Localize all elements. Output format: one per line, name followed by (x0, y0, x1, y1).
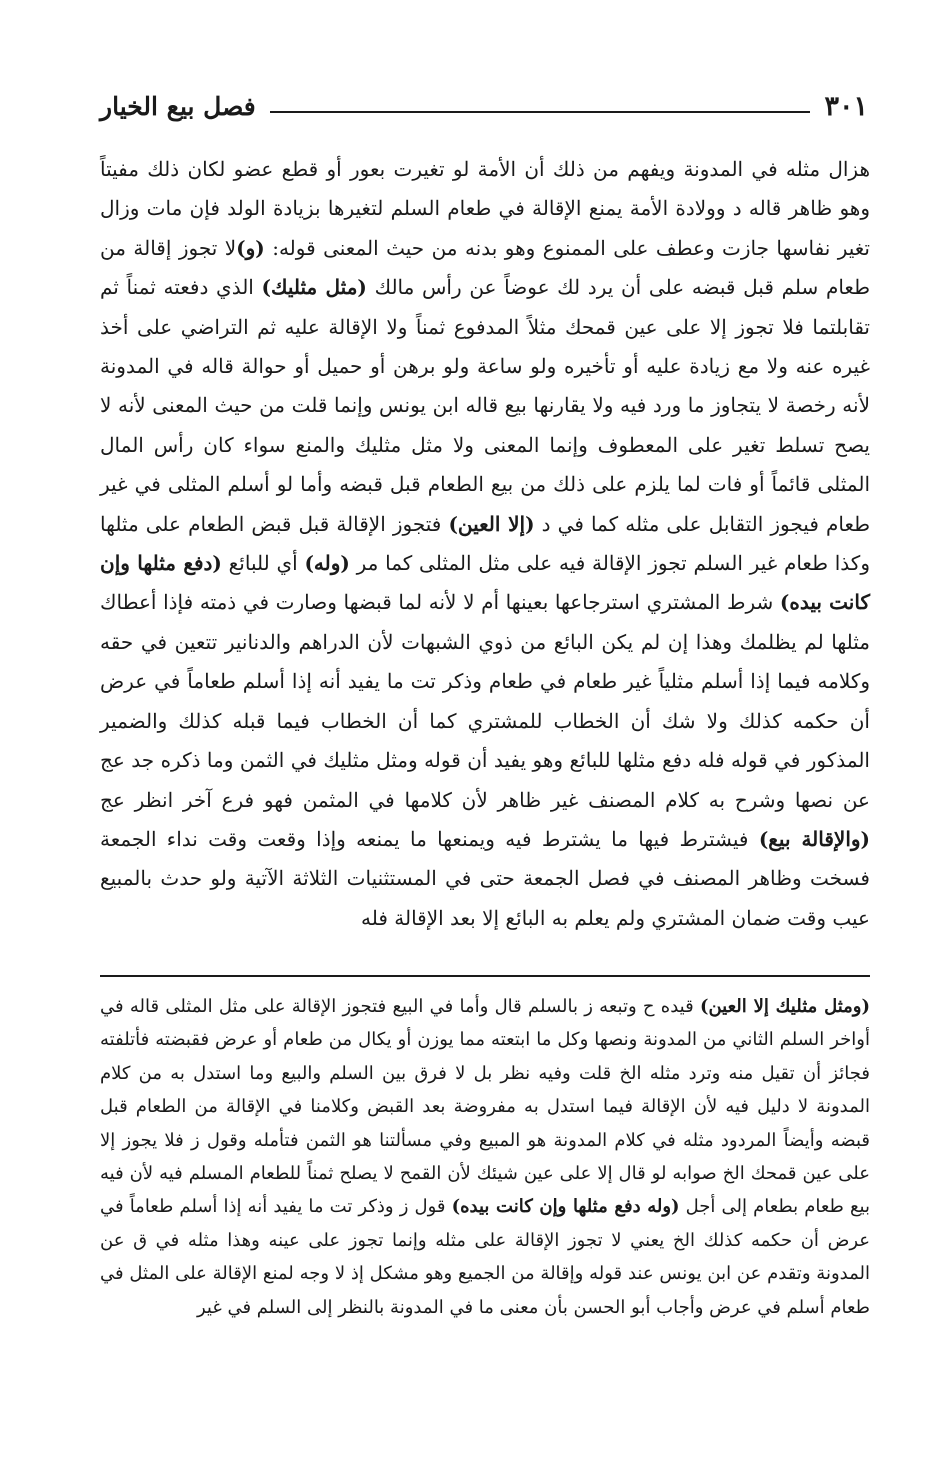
matn-term: (وله دفع مثلها وإن كانت بيده) (451, 1196, 680, 1218)
header-rule (270, 111, 811, 113)
text-run: شرط المشتري استرجاعها بعينها أم لا لأنه لما قبضها وصارت في ذمته فإذا أعطاك مثلها لم يظلمك وهذا إن لم يكن البائع من ذوي الشبهات لأن الدراهم والدنانير تتعين في حقه وكلامه فيما إذا أسلم مثلياً غير طعام في طعام وذكر تت ما يفيد أنه إذا أسلم طعاماً في عرض أن حكمه كذلك ولا شك أن الخطاب للمشتري كما أن الخطاب فيما قبله كذلك والضمير المذكور في قوله فله دفع مثلها للبائع وهو يفيد أن قوله ومثل مثليك في الثمن وما ذكره جد عج عن نصها وشرح به كلام المصنف غير ظاهر لأن كلامها في المثمن فهو فرع آخر انظر عج (100, 590, 870, 812)
matn-term: (مثل مثليك) (261, 275, 367, 300)
chapter-title: فصل بيع الخيار (100, 91, 256, 121)
footnote-separator (100, 975, 870, 977)
text-run: لا تجوز إقالة من طعام سلم قبل قبضه على أن يرد لك عوضاً عن رأس مالك (100, 235, 870, 300)
text-run: هزال مثله في المدونة ويفهم من ذلك أن الأمة لو تغيرت بعور أو قطع عضو لكان ذلك مفيتاً وهو ظاهر قاله د وولادة الأمة يمنع الإقالة في طعام السلم لتغيرها بزيادة الولد فإن مات وزال تغير نفاسها جازت وعطف على الممنوع وهو بدنه من حيث المعنى قوله: (100, 157, 870, 260)
running-header (100, 86, 868, 126)
text-run: فيشترط فيها ما يشترط فيه ويمنعها ما يمنعه وإذا وقعت وقت نداء الجمعة فسخت وظاهر المصنف في فصل الجمعة حتى في المستثنيات الثلاثة الآتية ولو حدث بالمبيع عيب وقت ضمان المشتري ولم يعلم به البائع إلا بعد الإقالة فله (100, 826, 870, 930)
matn-term: (ومثل مثليك إلا العين) (699, 996, 870, 1017)
matn-term: (إلا العين) (448, 511, 535, 536)
text-run: قول ز وذكر تت ما يفيد أنه إذا أسلم طعاماً في عرض أن حكمه كذلك الخ يعني لا تجوز الإقالة على مثله وإنما تجوز على عينه وهذا مثله في ق عن المدونة وتقدم عن ابن يونس عند قوله وإقالة من الجميع وهو مشكل إذ لا وجه لمنع الإقالة على المثل في طعام أسلم في عرض وأجاب أبو الحسن بأن معنى ما في المدونة بالنظر إلى السلم في غير (100, 1196, 871, 1318)
footnote-paragraph (100, 990, 870, 1324)
matn-term: (والإقالة بيع) (758, 826, 870, 851)
matn-term: (وله) (304, 551, 350, 576)
footnote-text (100, 990, 870, 1324)
text-run: قيده ح وتبعه ز بالسلم قال وأما في البيع فتجوز الإقالة على مثل المثلى قاله في أواخر السلم الثاني من المدونة ونصها وكل ما ابتعته مما يوزن أو يكال من طعام أو عرض فقبضته فأتلفته فجائز أن تقيل منه وترد مثله الخ قلت وفيه نظر بل لا فرق بين السلم والبيع وما استدل به من كلام المدونة لا دليل فيه لأن الإقالة فيما استدل به مفروضة بعد القبض وكلامنا في الإقالة من الطعام قبل قبضه وأيضاً المردود مثله في كلام المدونة هو المبيع وفي مسألتنا هو الثمن فتأمله وقول ز فلا يجوز إلا على عين قمحك الخ صوابه لو قال إلا على عين شيئك لأن القمح لا يصلح ثمناً للطعام المسلم فيه لأن فيه بيع طعام بطعام إلى أجل (100, 996, 870, 1218)
text-run: الذي دفعته ثمناً ثم تقابلتما فلا تجوز إلا على عين قمحك مثلاً المدفوع ثمناً ولا الإقالة عليه ثم التراضي على أخذ غيره عنه ولا مع زيادة عليه أو تأخيره ولو ساعة ولو برهن أو حميل أو حوالة قاله في المدونة لأنه رخصة لا يتجاوز ما ورد فيه ولا يقارنها بيع قاله ابن يونس وإنما قلت من حيث المعنى لأنه لا يصح تسلط تغير على المعطوف وإنما المعنى ولا مثل مثليك والمنع سواء كان رأس المال المثلى قائماً أو فات لما يلزم على ذلك من بيع الطعام قبل قبضه وأما لو أسلم المثلى في غير طعام فيجوز التقابل على مثله كما في د (100, 275, 871, 536)
text-run: فتجوز الإقالة قبل قبض الطعام على مثلها وكذا طعام غير السلم تجوز الإقالة فيه على مثل المثلى كما مر (100, 511, 870, 576)
main-paragraph (100, 150, 870, 938)
matn-term: (و) (236, 235, 265, 260)
matn-term: (دفع مثلها وإن كانت بيده) (100, 551, 870, 615)
text-run: أي للبائع (221, 551, 305, 576)
main-text (100, 150, 870, 938)
page-number: ٣٠١ (824, 90, 868, 122)
